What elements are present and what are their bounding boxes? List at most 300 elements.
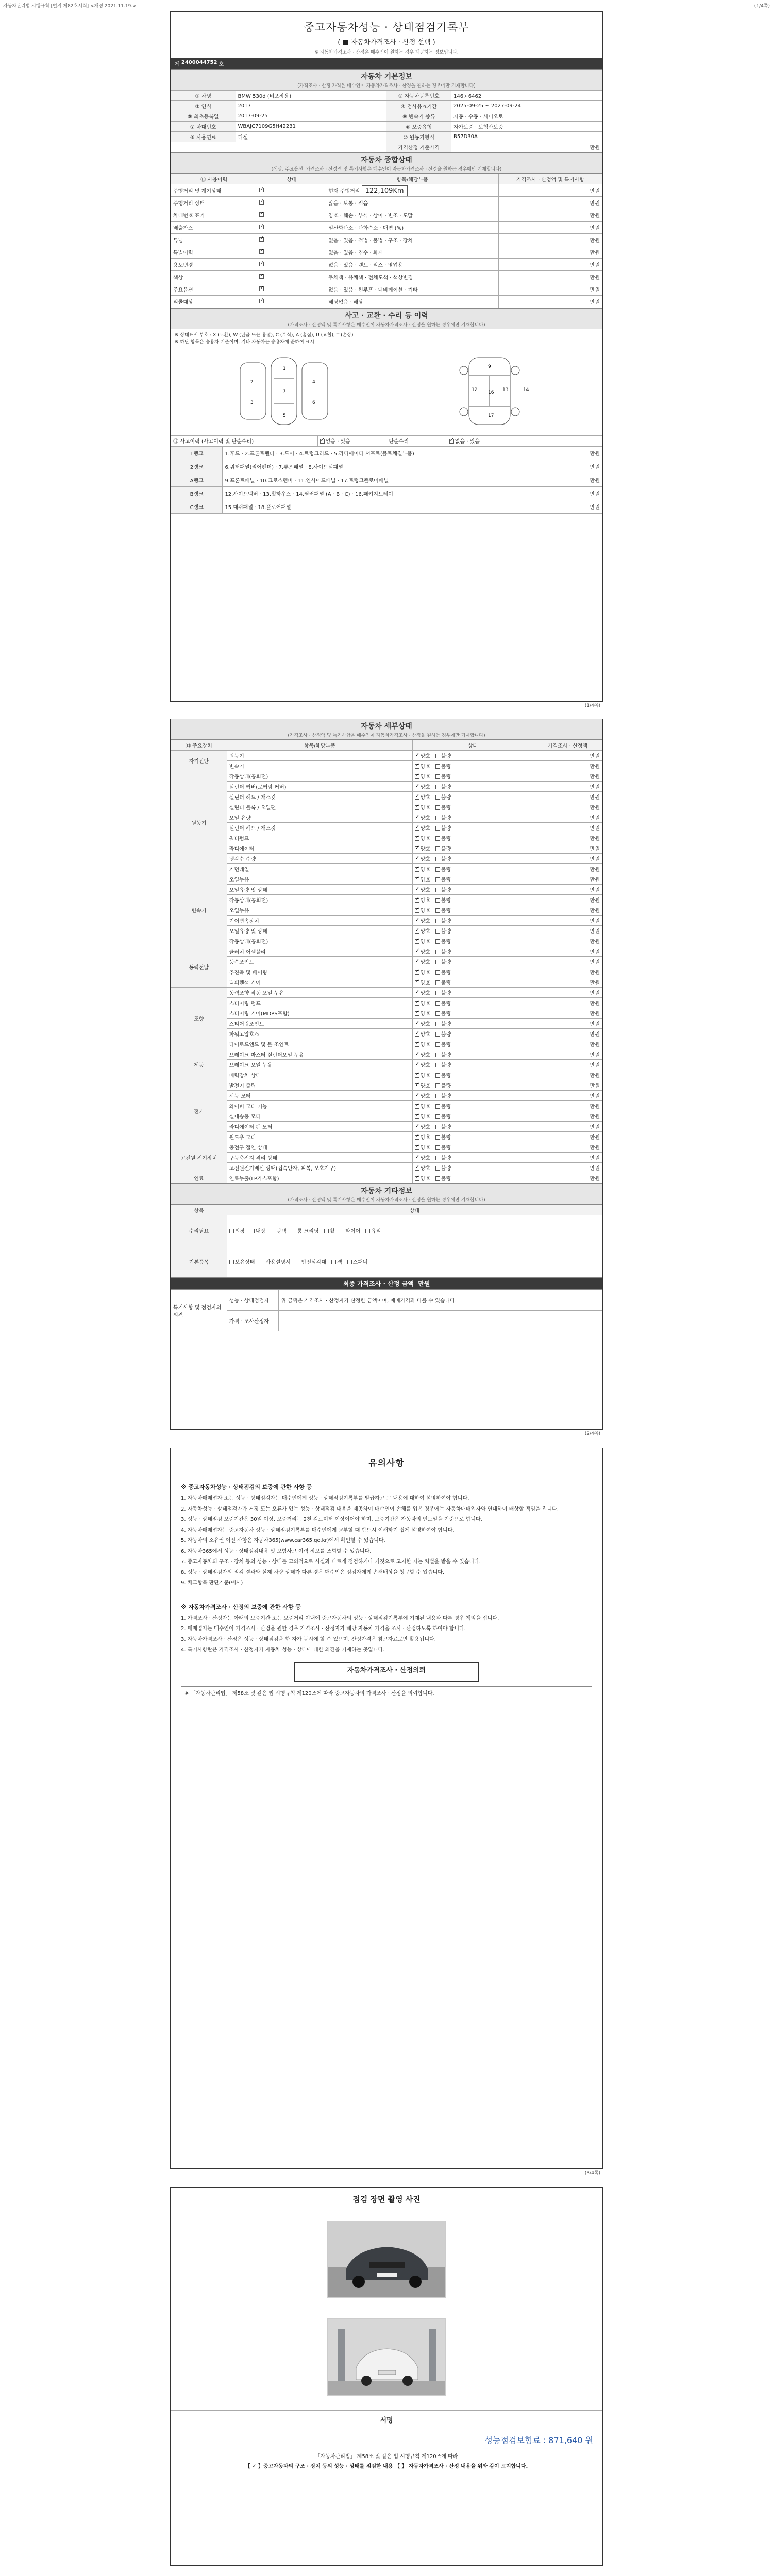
detail-row: [171, 833, 602, 843]
etc-item: 내장: [256, 1229, 266, 1234]
ok-label: 양호: [420, 805, 431, 811]
state-checkbox[interactable]: [259, 274, 264, 279]
etc-checkbox[interactable]: [229, 1229, 234, 1233]
detail-state: [412, 916, 533, 926]
page-2-number: (2/4쪽): [584, 1431, 600, 1436]
ok-checkbox[interactable]: [415, 1042, 419, 1047]
ok-label: 양호: [420, 1125, 431, 1130]
etc-item: 스패너: [352, 1260, 368, 1265]
detail-row: [171, 988, 602, 998]
bad-checkbox[interactable]: [435, 836, 440, 841]
etc-checkbox[interactable]: [250, 1229, 255, 1233]
detail-unit: 만원: [533, 1080, 602, 1091]
state-checkbox[interactable]: [259, 249, 264, 254]
law-note-1: 「자동차관리법」 제58조 및 같은 법 시행규칙 제120조에 따라: [315, 2454, 458, 2460]
summary-state: [257, 184, 326, 197]
ok-checkbox[interactable]: [415, 1125, 419, 1129]
checkbox-no-repair[interactable]: [449, 439, 454, 444]
vehicle-diagram: [171, 347, 602, 435]
ok-label: 양호: [420, 919, 431, 924]
bad-checkbox[interactable]: [435, 1011, 440, 1016]
summary-row: [171, 296, 602, 308]
ok-checkbox[interactable]: [415, 939, 419, 944]
etc-checkbox[interactable]: [296, 1260, 300, 1264]
notice-paragraph: 9. 체크항목 판단기준(예시): [181, 1580, 243, 1586]
accident-table: [171, 435, 602, 446]
etc-checkbox[interactable]: [271, 1229, 275, 1233]
bad-checkbox[interactable]: [435, 785, 440, 789]
ok-label: 양호: [420, 774, 431, 780]
detail-part: 오일유량 및 상태: [227, 926, 412, 936]
detail-part: 스티어링 펌프: [227, 998, 412, 1008]
etc-key: 기본품목: [171, 1246, 227, 1277]
bad-checkbox[interactable]: [435, 1145, 440, 1150]
summary-value: [326, 259, 499, 271]
summary-unit: 만원: [499, 197, 602, 209]
ok-checkbox[interactable]: [415, 836, 419, 841]
detail-part: 등속조인트: [227, 957, 412, 967]
mileage-value: 122,109Km: [362, 185, 408, 196]
bad-checkbox[interactable]: [435, 929, 440, 934]
svg-text:5: 5: [282, 413, 286, 418]
col-item: 항목/해당부품: [326, 174, 499, 184]
ok-checkbox[interactable]: [415, 1145, 419, 1150]
summary-unit: 만원: [499, 296, 602, 308]
final-header: [171, 1277, 602, 1290]
detail-row: [171, 926, 602, 936]
etc-row: [171, 1215, 602, 1246]
ok-label: 양호: [420, 960, 431, 965]
basic-value: 2017: [236, 101, 386, 111]
summary-key: 배출가스: [171, 222, 257, 234]
detail-row: [171, 751, 602, 761]
rank-row: [171, 500, 602, 514]
detail-row: [171, 1101, 602, 1111]
notice-paragraph: 2. 매매업자는 매수인이 가격조사 · 산정을 원할 경우 가격조사 · 산정자가 해당 자동차 가격을 조사 · 산정하도록 하여야 합니다.: [181, 1626, 466, 1632]
bad-checkbox[interactable]: [435, 970, 440, 975]
summary-options: 많음 · 보통 · 적음: [328, 201, 368, 207]
notice-paragraph: 1. 가격조사 · 산정자는 아래의 보증기간 또는 보증거리 이내에 중고자동차의 성능 · 상태점검기록부에 기재된 내용과 다른 경우 책임을 집니다.: [181, 1615, 499, 1621]
detail-row: [171, 1019, 602, 1029]
bad-label: 불량: [441, 805, 451, 811]
bad-label: 불량: [441, 1094, 451, 1099]
checkbox-no-accident[interactable]: [320, 439, 325, 444]
ok-checkbox[interactable]: [415, 1032, 419, 1037]
notice-paragraph: 6. 자동차365에서 성능 · 상태점검내용 및 보험사고 이력 정보를 조회할 수 있습니다.: [181, 1548, 372, 1554]
ok-checkbox[interactable]: [415, 774, 419, 779]
detail-unit: 만원: [533, 1008, 602, 1019]
detail-state: [412, 1019, 533, 1029]
legend-line-2: ※ 하단 항목은 승용차 기준이며, 기타 자동차는 승용차에 준하여 표시: [175, 340, 314, 345]
detail-state: [412, 1049, 533, 1060]
summary-unit: 만원: [499, 234, 602, 246]
svg-text:7: 7: [282, 389, 286, 394]
detail-group: 제동: [171, 1049, 227, 1080]
detail-unit: 만원: [533, 1132, 602, 1142]
ok-label: 양호: [420, 1053, 431, 1058]
etc-header: [171, 1183, 602, 1205]
mileage-label: 현재 주행거리: [328, 188, 360, 194]
ok-checkbox[interactable]: [415, 991, 419, 995]
bad-checkbox[interactable]: [435, 816, 440, 820]
state-checkbox[interactable]: [259, 225, 264, 229]
ok-checkbox[interactable]: [415, 908, 419, 913]
ok-label: 양호: [420, 1166, 431, 1172]
ok-label: 양호: [420, 836, 431, 842]
basic-key: ⑨ 사용연료: [171, 132, 236, 142]
detail-state: [412, 761, 533, 771]
bad-label: 불량: [441, 970, 451, 976]
bad-label: 불량: [441, 816, 451, 821]
bad-label: 불량: [441, 826, 451, 832]
rank-unit: 만원: [533, 500, 602, 514]
bad-checkbox[interactable]: [435, 1125, 440, 1129]
ok-checkbox[interactable]: [415, 1011, 419, 1016]
detail-part: 브레이크 오일 누유: [227, 1060, 412, 1070]
etc-checkbox[interactable]: [365, 1229, 370, 1233]
bad-label: 불량: [441, 1032, 451, 1038]
car-frame-diagram: [441, 352, 539, 430]
rank-row: [171, 487, 602, 500]
etc-checkbox[interactable]: [324, 1229, 329, 1233]
svg-text:9: 9: [488, 364, 491, 369]
detail-state: [412, 905, 533, 916]
detail-state: [412, 751, 533, 761]
detail-unit: 만원: [533, 926, 602, 936]
bad-checkbox[interactable]: [435, 980, 440, 985]
svg-text:17: 17: [488, 413, 494, 418]
final-unit: 만원: [418, 1280, 430, 1287]
detail-part: 파워고압호스: [227, 1029, 412, 1039]
ok-checkbox[interactable]: [415, 950, 419, 954]
rank-row: [171, 460, 602, 473]
ok-label: 양호: [420, 785, 431, 790]
ok-checkbox[interactable]: [415, 1073, 419, 1078]
bad-checkbox[interactable]: [435, 898, 440, 903]
bad-checkbox[interactable]: [435, 1135, 440, 1140]
accident-header: [171, 308, 602, 329]
ok-checkbox[interactable]: [415, 805, 419, 810]
detail-state: [412, 1111, 533, 1122]
basic-row: [171, 122, 602, 132]
etc-table: [171, 1205, 602, 1277]
bad-label: 불량: [441, 857, 451, 862]
bad-checkbox[interactable]: [435, 754, 440, 758]
summary-row: [171, 197, 602, 209]
bad-label: 불량: [441, 877, 451, 883]
ok-label: 양호: [420, 816, 431, 821]
rank-unit: 만원: [533, 473, 602, 487]
rank-table: [171, 446, 602, 514]
bad-label: 불량: [441, 1001, 451, 1007]
detail-part: 워터펌프: [227, 833, 412, 843]
summary-state: [257, 259, 326, 271]
detail-row: [171, 1153, 602, 1163]
bad-checkbox[interactable]: [435, 908, 440, 913]
ok-checkbox[interactable]: [415, 1083, 419, 1088]
etc-checkbox[interactable]: [260, 1260, 264, 1264]
ok-checkbox[interactable]: [415, 1156, 419, 1160]
bad-label: 불량: [441, 1011, 451, 1017]
ok-checkbox[interactable]: [415, 795, 419, 800]
notice-section-2: ※ 자동차가격조사 · 산정의 보증에 관한 사항 등: [181, 1603, 301, 1611]
ok-checkbox[interactable]: [415, 877, 419, 882]
ok-label: 양호: [420, 1063, 431, 1069]
ok-label: 양호: [420, 1094, 431, 1099]
legend-line-1: ※ 상태표시 부호 : X (교환), W (판금 또는 용접), C (부식), A (흠집), U (요철), T (손상): [175, 333, 354, 338]
notice-paragraph: 5. 자동차의 소유권 이전 사항은 자동차365(www.car365.go.kr)에서 확인할 수 있습니다.: [181, 1538, 385, 1544]
bad-checkbox[interactable]: [435, 1094, 440, 1098]
bad-checkbox[interactable]: [435, 919, 440, 923]
bad-checkbox[interactable]: [435, 939, 440, 944]
etc-checkbox[interactable]: [229, 1260, 234, 1264]
sign-header: 서명: [171, 2410, 602, 2429]
detail-unit: 만원: [533, 916, 602, 926]
detail-row: [171, 854, 602, 864]
state-checkbox[interactable]: [259, 237, 264, 242]
appraisal-request-box: [294, 1662, 479, 1682]
detail-row: [171, 1080, 602, 1091]
ok-label: 양호: [420, 1083, 431, 1089]
detail-state: [412, 802, 533, 812]
detail-unit: 만원: [533, 1091, 602, 1101]
col-state: 상태: [257, 174, 326, 184]
bad-checkbox[interactable]: [435, 774, 440, 779]
col-amount: 가격조사 · 산정액: [533, 740, 602, 751]
summary-row: [171, 283, 602, 296]
notice-paragraph: 7. 중고자동차의 구조 · 장치 등의 성능 · 상태를 고의적으로 사실과 다르게 점검하거나 거짓으로 고지한 자는 처벌을 받을 수 있습니다.: [181, 1559, 481, 1565]
ok-checkbox[interactable]: [415, 1135, 419, 1140]
bad-checkbox[interactable]: [435, 1104, 440, 1109]
detail-state: [412, 1142, 533, 1153]
form-basis: 자동차관리법 시행규칙 [별지 제82호서식] <개정 2021.11.19.>: [3, 4, 137, 9]
state-checkbox[interactable]: [259, 262, 264, 266]
detail-state: [412, 1060, 533, 1070]
detail-row: [171, 936, 602, 946]
bad-label: 불량: [441, 1104, 451, 1110]
basic-row: [171, 132, 602, 142]
bad-label: 불량: [441, 1135, 451, 1141]
bad-checkbox[interactable]: [435, 991, 440, 995]
ok-checkbox[interactable]: [415, 857, 419, 861]
ok-checkbox[interactable]: [415, 1063, 419, 1067]
col-device: ⑬ 주요장치: [171, 740, 227, 751]
svg-text:4: 4: [312, 380, 315, 385]
detail-part: 충전구 절연 상태: [227, 1142, 412, 1153]
document-note: ※ 자동차가격조사 · 산정은 매수인이 원하는 경우 제공하는 정보입니다.: [314, 50, 459, 55]
ok-checkbox[interactable]: [415, 1176, 419, 1181]
ok-checkbox[interactable]: [415, 826, 419, 831]
etc-checkbox[interactable]: [331, 1260, 336, 1264]
col-part: 항목/해당부품: [227, 740, 412, 751]
detail-row: [171, 1029, 602, 1039]
state-checkbox[interactable]: [259, 286, 264, 291]
car-exterior-diagram: [235, 352, 333, 430]
etc-col-item: 항목: [171, 1205, 227, 1215]
summary-unit: 만원: [499, 246, 602, 259]
bad-checkbox[interactable]: [435, 877, 440, 882]
state-checkbox[interactable]: [259, 299, 264, 303]
basic-key: ⑥ 변속기 종류: [386, 111, 451, 122]
bad-checkbox[interactable]: [435, 1042, 440, 1047]
bad-checkbox[interactable]: [435, 1083, 440, 1088]
summary-key: 튜닝: [171, 234, 257, 246]
detail-unit: 만원: [533, 1122, 602, 1132]
etc-checkbox[interactable]: [347, 1260, 352, 1264]
etc-checkbox[interactable]: [340, 1229, 344, 1233]
bad-label: 불량: [441, 1156, 451, 1161]
ok-checkbox[interactable]: [415, 960, 419, 964]
ok-label: 양호: [420, 991, 431, 996]
detail-row: [171, 998, 602, 1008]
rank-parts: 6.쿼터패널(리어펜더) · 7.루프패널 · 8.사이드실패널: [223, 460, 533, 473]
ok-checkbox[interactable]: [415, 846, 419, 851]
bad-checkbox[interactable]: [435, 805, 440, 810]
state-checkbox[interactable]: [259, 188, 264, 192]
ok-label: 양호: [420, 754, 431, 759]
svg-text:12: 12: [471, 387, 477, 393]
ok-checkbox[interactable]: [415, 970, 419, 975]
etc-checkbox[interactable]: [292, 1229, 296, 1233]
detail-state: [412, 823, 533, 833]
ok-checkbox[interactable]: [415, 929, 419, 934]
detail-part: 원동기: [227, 751, 412, 761]
detail-unit: 만원: [533, 998, 602, 1008]
ok-label: 양호: [420, 1001, 431, 1007]
bad-checkbox[interactable]: [435, 1166, 440, 1171]
detail-state: [412, 1039, 533, 1049]
ok-checkbox[interactable]: [415, 1114, 419, 1119]
detail-part: 윈도우 모터: [227, 1132, 412, 1142]
bad-label: 불량: [441, 1166, 451, 1172]
bad-checkbox[interactable]: [435, 1114, 440, 1119]
appraiser-label: 가격 · 조사산정자: [227, 1311, 278, 1331]
ok-checkbox[interactable]: [415, 1001, 419, 1006]
basic-key: ⑦ 차대번호: [171, 122, 236, 132]
detail-row: [171, 946, 602, 957]
document-header: [171, 12, 602, 58]
summary-key: 용도변경: [171, 259, 257, 271]
detail-state: [412, 977, 533, 988]
detail-unit: 만원: [533, 874, 602, 885]
bad-checkbox[interactable]: [435, 1176, 440, 1181]
summary-unit: 만원: [499, 184, 602, 197]
bad-checkbox[interactable]: [435, 1063, 440, 1067]
summary-row: [171, 209, 602, 222]
detail-unit: 만원: [533, 782, 602, 792]
detail-row: [171, 1008, 602, 1019]
basic-key: ④ 검사유효기간: [386, 101, 451, 111]
detail-state: [412, 1173, 533, 1183]
bad-checkbox[interactable]: [435, 1156, 440, 1160]
bad-label: 불량: [441, 846, 451, 852]
rank-name: B랭크: [171, 487, 223, 500]
bad-label: 불량: [441, 1125, 451, 1130]
notice-paragraph: 8. 성능 · 상태점검자의 점검 결과와 실제 차량 상태가 다른 경우 매수인은 점검자에게 손해배상을 청구할 수 있습니다.: [181, 1569, 445, 1575]
detail-state: [412, 771, 533, 782]
detail-row: [171, 1163, 602, 1173]
ok-checkbox[interactable]: [415, 764, 419, 769]
photo-title: 점검 장면 촬영 사진: [352, 2195, 421, 2204]
summary-row: [171, 271, 602, 283]
bad-checkbox[interactable]: [435, 795, 440, 800]
bad-checkbox[interactable]: [435, 1032, 440, 1037]
bad-checkbox[interactable]: [435, 867, 440, 872]
bad-checkbox[interactable]: [435, 1053, 440, 1057]
rank-parts: 12.사이드멤버 · 13.휠하우스 · 14.필러패널 (A · B · C) · 16.패키지트레이: [223, 487, 533, 500]
basic-row: [171, 101, 602, 111]
notice-title: 유의사항: [368, 1458, 405, 1468]
ok-checkbox[interactable]: [415, 785, 419, 789]
detail-state: [412, 967, 533, 977]
basic-key: ① 차명: [171, 91, 236, 101]
ok-checkbox[interactable]: [415, 1053, 419, 1057]
bad-checkbox[interactable]: [435, 857, 440, 861]
detail-unit: 만원: [533, 895, 602, 905]
detail-state: [412, 1029, 533, 1039]
bad-label: 불량: [441, 1022, 451, 1027]
ok-checkbox[interactable]: [415, 867, 419, 872]
detail-state: [412, 946, 533, 957]
state-checkbox[interactable]: [259, 200, 264, 205]
ok-checkbox[interactable]: [415, 898, 419, 903]
summary-state: [257, 234, 326, 246]
etc-key: 수리필요: [171, 1215, 227, 1246]
bad-checkbox[interactable]: [435, 826, 440, 831]
detail-unit: 만원: [533, 1029, 602, 1039]
summary-options: 일산화탄소 · 탄화수소 · 매연 (%): [328, 226, 404, 231]
svg-text:2: 2: [250, 380, 254, 385]
ok-checkbox[interactable]: [415, 1166, 419, 1171]
inspection-photo-front: [327, 2221, 446, 2298]
basic-info-note: (가격조사 · 산정 가격은 매수인이 자동차가격조사 · 산정을 원하는 경우에만 기재합니다): [297, 83, 476, 89]
bad-checkbox[interactable]: [435, 764, 440, 769]
detail-header: [171, 719, 602, 740]
bad-label: 불량: [441, 888, 451, 893]
detail-unit: 만원: [533, 1039, 602, 1049]
ok-label: 양호: [420, 764, 431, 770]
ok-checkbox[interactable]: [415, 1022, 419, 1026]
state-checkbox[interactable]: [259, 212, 264, 217]
basic-info-table: [171, 90, 602, 152]
ok-checkbox[interactable]: [415, 816, 419, 820]
detail-part: 라디에이터: [227, 843, 412, 854]
ok-checkbox[interactable]: [415, 888, 419, 892]
bad-label: 불량: [441, 1176, 451, 1182]
detail-state: [412, 812, 533, 823]
bad-checkbox[interactable]: [435, 1022, 440, 1026]
detail-unit: 만원: [533, 1163, 602, 1173]
bad-checkbox[interactable]: [435, 846, 440, 851]
bad-checkbox[interactable]: [435, 960, 440, 964]
bad-checkbox[interactable]: [435, 888, 440, 892]
detail-part: 타이로드엔드 및 볼 조인트: [227, 1039, 412, 1049]
ok-checkbox[interactable]: [415, 1104, 419, 1109]
detail-title: 자동차 세부상태: [361, 722, 412, 731]
ok-checkbox[interactable]: [415, 754, 419, 758]
ok-label: 양호: [420, 1135, 431, 1141]
ok-checkbox[interactable]: [415, 1094, 419, 1098]
summary-state: [257, 246, 326, 259]
bad-checkbox[interactable]: [435, 1073, 440, 1078]
ok-checkbox[interactable]: [415, 919, 419, 923]
final-title-text: 최종 가격조사 · 산정 금액: [343, 1280, 414, 1287]
bad-checkbox[interactable]: [435, 1001, 440, 1006]
detail-state: [412, 1163, 533, 1173]
ok-checkbox[interactable]: [415, 980, 419, 985]
bad-checkbox[interactable]: [435, 950, 440, 954]
bad-label: 불량: [441, 960, 451, 965]
